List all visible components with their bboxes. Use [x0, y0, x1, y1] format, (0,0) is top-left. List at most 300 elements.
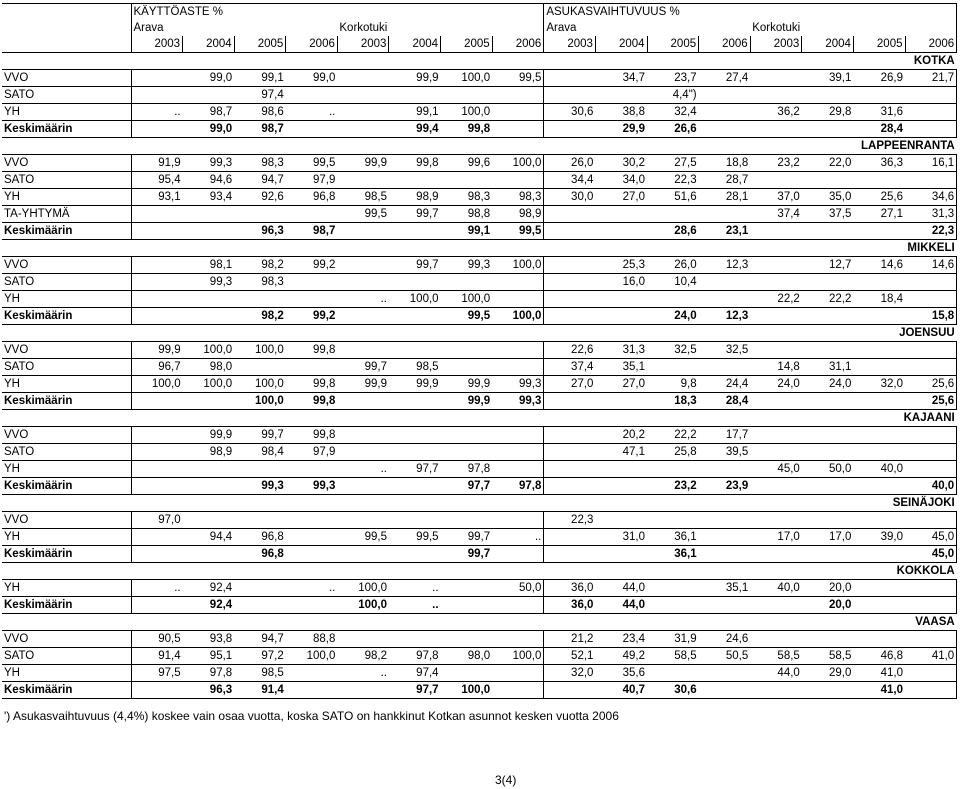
table-cell — [750, 444, 802, 461]
table-cell — [853, 512, 905, 529]
row-label: SATO — [2, 359, 131, 376]
table-cell — [492, 682, 544, 699]
row-label: YH — [2, 580, 131, 597]
table-cell: .. — [337, 291, 389, 308]
table-cell: 9,8 — [647, 376, 699, 393]
table-cell: 50,5 — [699, 648, 751, 665]
table-cell: 23,7 — [647, 70, 699, 87]
table-cell: 27,0 — [595, 376, 647, 393]
page-number: 3(4) — [495, 773, 517, 787]
table-cell: 31,3 — [595, 342, 647, 359]
table-cell: 99,8 — [286, 393, 338, 410]
table-cell: 31,1 — [802, 359, 854, 376]
year-header: 2005 — [441, 36, 493, 53]
table-cell: 98,3 — [441, 189, 493, 206]
table-cell: 92,4 — [183, 580, 235, 597]
table-cell — [905, 580, 957, 597]
table-cell: 44,0 — [595, 597, 647, 614]
table-row — [2, 155, 957, 172]
table-cell — [750, 546, 802, 563]
table-cell — [750, 427, 802, 444]
table-cell — [905, 512, 957, 529]
table-cell: 27,0 — [595, 189, 647, 206]
table-cell: 28,7 — [699, 172, 751, 189]
table-cell — [750, 597, 802, 614]
table-cell — [544, 87, 596, 104]
table-cell — [905, 172, 957, 189]
table-cell: 28,4 — [699, 393, 751, 410]
table-cell: 24,6 — [699, 631, 751, 648]
table-cell — [337, 70, 389, 87]
row-label: SATO — [2, 274, 131, 291]
table-cell — [853, 359, 905, 376]
table-cell: 39,1 — [802, 70, 854, 87]
table-cell — [441, 631, 493, 648]
table-cell: 38,8 — [595, 104, 647, 121]
table-row — [2, 189, 957, 206]
row-label: VVO — [2, 155, 131, 172]
table-cell: 32,4 — [647, 104, 699, 121]
table-cell: 98,0 — [441, 648, 493, 665]
row-label: VVO — [2, 631, 131, 648]
table-cell: 94,4 — [183, 529, 235, 546]
table-cell — [234, 291, 286, 308]
table-cell: 99,6 — [441, 155, 493, 172]
table-cell — [905, 444, 957, 461]
table-cell — [595, 87, 647, 104]
table-cell: 23,4 — [595, 631, 647, 648]
table-cell: 99,5 — [441, 308, 493, 325]
year-header: 2006 — [492, 36, 544, 53]
table-cell: 58,5 — [647, 648, 699, 665]
table-cell — [905, 631, 957, 648]
table-cell — [802, 393, 854, 410]
table-cell — [131, 393, 183, 410]
table-cell: 91,4 — [131, 648, 183, 665]
table-cell: 100,0 — [441, 291, 493, 308]
row-label: Keskimäärin — [2, 308, 131, 325]
table-cell — [389, 546, 441, 563]
table-cell: 97,4 — [389, 665, 441, 682]
table-cell: 97,8 — [389, 648, 441, 665]
table-cell: 50,0 — [492, 580, 544, 597]
table-cell — [492, 274, 544, 291]
table-cell: 99,3 — [183, 155, 235, 172]
header-sub-arava-1: Arava — [131, 20, 337, 36]
table-cell — [853, 478, 905, 495]
table-cell — [492, 597, 544, 614]
section-row — [2, 410, 957, 427]
table-row — [2, 274, 957, 291]
table-cell: 100,0 — [389, 291, 441, 308]
table-cell — [492, 631, 544, 648]
table-cell — [492, 427, 544, 444]
table-cell — [750, 223, 802, 240]
table-cell — [544, 529, 596, 546]
table-cell: 29,8 — [802, 104, 854, 121]
table-cell: 26,6 — [647, 121, 699, 138]
city-heading: KAJAANI — [2, 410, 957, 427]
table-cell: 32,5 — [647, 342, 699, 359]
table-cell: 25,6 — [905, 376, 957, 393]
table-cell: 18,3 — [647, 393, 699, 410]
table-cell — [389, 308, 441, 325]
table-cell — [544, 546, 596, 563]
table-cell: 99,3 — [492, 393, 544, 410]
table-cell: .. — [337, 665, 389, 682]
table-cell — [389, 478, 441, 495]
table-cell — [286, 291, 338, 308]
table-cell: 99,8 — [286, 342, 338, 359]
table-cell: 27,5 — [647, 155, 699, 172]
table-cell: 58,5 — [802, 648, 854, 665]
table-cell: 100,0 — [286, 648, 338, 665]
table-cell — [853, 223, 905, 240]
table-cell: 95,4 — [131, 172, 183, 189]
table-cell: .. — [131, 104, 183, 121]
table-cell: 35,0 — [802, 189, 854, 206]
header-sub-korkotuki-1: Korkotuki — [339, 22, 388, 34]
table-cell: 27,4 — [699, 70, 751, 87]
table-cell — [905, 461, 957, 478]
table-cell: 29,9 — [595, 121, 647, 138]
table-cell: 97,7 — [441, 478, 493, 495]
table-cell: 25,3 — [595, 257, 647, 274]
table-cell — [905, 291, 957, 308]
table-cell — [234, 359, 286, 376]
table-cell — [441, 342, 493, 359]
table-cell: 99,7 — [234, 427, 286, 444]
table-cell: 32,0 — [853, 376, 905, 393]
table-cell — [286, 359, 338, 376]
table-cell: .. — [337, 461, 389, 478]
table-cell: 98,2 — [337, 648, 389, 665]
table-cell: 14,6 — [853, 257, 905, 274]
table-cell — [131, 682, 183, 699]
table-cell — [131, 461, 183, 478]
average-row — [2, 223, 957, 240]
table-cell: 24,0 — [750, 376, 802, 393]
table-cell: 41,0 — [905, 648, 957, 665]
table-cell: 35,1 — [699, 580, 751, 597]
table-cell — [905, 682, 957, 699]
table-cell: 36,1 — [647, 529, 699, 546]
table-cell: 100,0 — [441, 104, 493, 121]
table-cell — [802, 342, 854, 359]
table-cell: .. — [286, 580, 338, 597]
table-cell: 15,8 — [905, 308, 957, 325]
table-cell — [802, 87, 854, 104]
table-cell — [544, 478, 596, 495]
table-cell: 99,9 — [441, 376, 493, 393]
table-cell — [699, 597, 751, 614]
table-cell: 26,9 — [853, 70, 905, 87]
table-cell: 21,2 — [544, 631, 596, 648]
table-cell — [853, 172, 905, 189]
table-cell — [647, 580, 699, 597]
table-cell: 24,0 — [647, 308, 699, 325]
table-cell — [750, 682, 802, 699]
table-cell — [337, 393, 389, 410]
table-cell — [389, 393, 441, 410]
table-cell — [853, 427, 905, 444]
table-cell: 99,3 — [183, 274, 235, 291]
table-cell: 41,0 — [853, 682, 905, 699]
table-cell: 36,1 — [647, 546, 699, 563]
table-cell — [389, 512, 441, 529]
table-cell: 50,0 — [802, 461, 854, 478]
table-cell: 99,9 — [389, 376, 441, 393]
row-label: TA-YHTYMÄ — [2, 206, 131, 223]
table-cell — [337, 342, 389, 359]
table-cell — [441, 87, 493, 104]
table-cell: 98,9 — [389, 189, 441, 206]
table-cell — [337, 631, 389, 648]
city-heading: MIKKELI — [2, 240, 957, 257]
table-cell: 40,0 — [905, 478, 957, 495]
table-cell — [183, 308, 235, 325]
table-cell: 26,0 — [544, 155, 596, 172]
table-cell: 16,1 — [905, 155, 957, 172]
table-cell: 12,7 — [802, 257, 854, 274]
table-cell: 99,8 — [441, 121, 493, 138]
table-cell — [389, 342, 441, 359]
table-cell — [183, 478, 235, 495]
year-header: 2003 — [544, 36, 596, 53]
table-cell — [750, 512, 802, 529]
table-cell: 97,4 — [234, 87, 286, 104]
table-cell: 99,0 — [183, 70, 235, 87]
table-cell — [441, 359, 493, 376]
city-heading: VAASA — [2, 614, 957, 631]
table-cell: 23,1 — [699, 223, 751, 240]
table-cell: 99,1 — [234, 70, 286, 87]
table-cell: 99,9 — [337, 155, 389, 172]
table-cell — [286, 597, 338, 614]
table-cell: 98,7 — [183, 104, 235, 121]
table-cell: 98,7 — [286, 223, 338, 240]
table-cell: 100,0 — [183, 342, 235, 359]
table-cell: 32,5 — [699, 342, 751, 359]
table-row — [2, 665, 957, 682]
table-cell — [853, 546, 905, 563]
table-cell: 99,1 — [441, 223, 493, 240]
table-cell: 93,1 — [131, 189, 183, 206]
table-cell: .. — [492, 529, 544, 546]
table-cell: 28,4 — [853, 121, 905, 138]
city-heading: LAPPEENRANTA — [2, 138, 957, 155]
table-cell: 99,9 — [337, 376, 389, 393]
table-cell — [853, 444, 905, 461]
table-cell: 99,7 — [389, 257, 441, 274]
table-cell — [544, 393, 596, 410]
table-cell: 34,7 — [595, 70, 647, 87]
table-cell — [750, 121, 802, 138]
table-cell: 99,1 — [389, 104, 441, 121]
table-cell: 99,3 — [492, 376, 544, 393]
table-cell — [905, 427, 957, 444]
table-cell: 92,6 — [234, 189, 286, 206]
table-cell: 52,1 — [544, 648, 596, 665]
table-cell — [544, 257, 596, 274]
table-cell — [131, 546, 183, 563]
table-cell — [595, 393, 647, 410]
table-cell: 99,7 — [441, 546, 493, 563]
table-cell: 24,4 — [699, 376, 751, 393]
table-cell: 99,9 — [183, 427, 235, 444]
table-cell: 100,0 — [492, 648, 544, 665]
table-cell — [441, 665, 493, 682]
row-label: VVO — [2, 257, 131, 274]
table-cell: 99,8 — [286, 376, 338, 393]
table-cell — [337, 104, 389, 121]
table-cell — [595, 223, 647, 240]
table-cell — [544, 121, 596, 138]
table-row — [2, 104, 957, 121]
table-cell: 20,0 — [802, 597, 854, 614]
table-cell: 35,6 — [595, 665, 647, 682]
table-cell — [802, 223, 854, 240]
table-cell — [492, 342, 544, 359]
year-header: 2004 — [389, 36, 441, 53]
table-cell: 98,9 — [183, 444, 235, 461]
table-cell — [337, 546, 389, 563]
table-cell — [441, 580, 493, 597]
table-row — [2, 529, 957, 546]
table-cell — [337, 223, 389, 240]
table-cell — [647, 597, 699, 614]
table-cell — [492, 665, 544, 682]
table-cell — [286, 682, 338, 699]
table-cell: 96,8 — [286, 189, 338, 206]
table-cell: 99,9 — [389, 70, 441, 87]
table-cell — [750, 342, 802, 359]
average-row — [2, 478, 957, 495]
table-cell: 100,0 — [234, 342, 286, 359]
table-cell: 14,6 — [905, 257, 957, 274]
table-cell: 46,8 — [853, 648, 905, 665]
table-cell: 31,3 — [905, 206, 957, 223]
table-cell: 99,8 — [389, 155, 441, 172]
table-cell: 20,0 — [802, 580, 854, 597]
table-cell: 98,1 — [183, 257, 235, 274]
table-cell — [183, 291, 235, 308]
table-cell: 22,3 — [544, 512, 596, 529]
table-cell — [905, 359, 957, 376]
table-cell — [699, 206, 751, 223]
table-cell — [750, 393, 802, 410]
table-cell — [699, 512, 751, 529]
table-cell — [802, 308, 854, 325]
table-cell — [389, 274, 441, 291]
table-cell: 100,0 — [337, 580, 389, 597]
table-cell: 22,0 — [802, 155, 854, 172]
table-row — [2, 87, 957, 104]
table-cell — [286, 665, 338, 682]
table-cell: 98,5 — [389, 359, 441, 376]
table-cell — [750, 308, 802, 325]
table-cell: 23,2 — [647, 478, 699, 495]
table-cell — [337, 87, 389, 104]
table-cell: 99,0 — [286, 70, 338, 87]
section-row — [2, 495, 957, 512]
year-header: 2003 — [750, 36, 802, 53]
table-cell: 97,9 — [286, 444, 338, 461]
table-cell — [905, 665, 957, 682]
table-cell — [492, 121, 544, 138]
row-label: VVO — [2, 427, 131, 444]
table-cell — [234, 580, 286, 597]
table-cell: 98,8 — [441, 206, 493, 223]
table-cell: 100,0 — [234, 376, 286, 393]
table-cell — [699, 665, 751, 682]
table-cell: 22,2 — [750, 291, 802, 308]
table-cell: 93,4 — [183, 189, 235, 206]
year-header: 2006 — [905, 36, 957, 53]
table-cell: 97,8 — [183, 665, 235, 682]
row-label: YH — [2, 461, 131, 478]
table-row — [2, 444, 957, 461]
table-cell: 99,5 — [337, 529, 389, 546]
table-cell — [544, 291, 596, 308]
table-cell: 99,0 — [183, 121, 235, 138]
table-cell: 94,6 — [183, 172, 235, 189]
table-cell — [183, 87, 235, 104]
table-row — [2, 648, 957, 665]
table-cell: 40,0 — [750, 580, 802, 597]
table-cell — [183, 206, 235, 223]
table-cell: 49,2 — [595, 648, 647, 665]
table-cell — [131, 597, 183, 614]
table-cell: 97,7 — [389, 682, 441, 699]
table-cell — [750, 478, 802, 495]
section-row — [2, 53, 957, 70]
table-cell: 31,9 — [647, 631, 699, 648]
table-cell — [234, 597, 286, 614]
table-cell: 99,3 — [441, 257, 493, 274]
table-cell — [492, 87, 544, 104]
table-cell — [595, 512, 647, 529]
table-cell — [595, 478, 647, 495]
table-cell: 93,8 — [183, 631, 235, 648]
table-cell — [389, 427, 441, 444]
table-cell — [492, 461, 544, 478]
table-cell: 27,1 — [853, 206, 905, 223]
table-cell — [699, 461, 751, 478]
row-label: YH — [2, 376, 131, 393]
table-cell: 27,0 — [544, 376, 596, 393]
table-cell: 99,9 — [441, 393, 493, 410]
table-cell: 30,6 — [544, 104, 596, 121]
table-cell: 99,4 — [389, 121, 441, 138]
table-cell: 4,4") — [647, 87, 699, 104]
row-label: VVO — [2, 512, 131, 529]
table-cell: 45,0 — [905, 529, 957, 546]
table-cell: 91,9 — [131, 155, 183, 172]
row-label: VVO — [2, 342, 131, 359]
table-cell — [286, 87, 338, 104]
row-label: YH — [2, 104, 131, 121]
table-cell: 99,2 — [286, 257, 338, 274]
table-cell: 29,0 — [802, 665, 854, 682]
row-label: SATO — [2, 444, 131, 461]
table-cell: 37,4 — [750, 206, 802, 223]
row-label: VVO — [2, 70, 131, 87]
table-row — [2, 427, 957, 444]
table-cell — [595, 206, 647, 223]
table-cell: 12,3 — [699, 257, 751, 274]
table-cell — [337, 172, 389, 189]
